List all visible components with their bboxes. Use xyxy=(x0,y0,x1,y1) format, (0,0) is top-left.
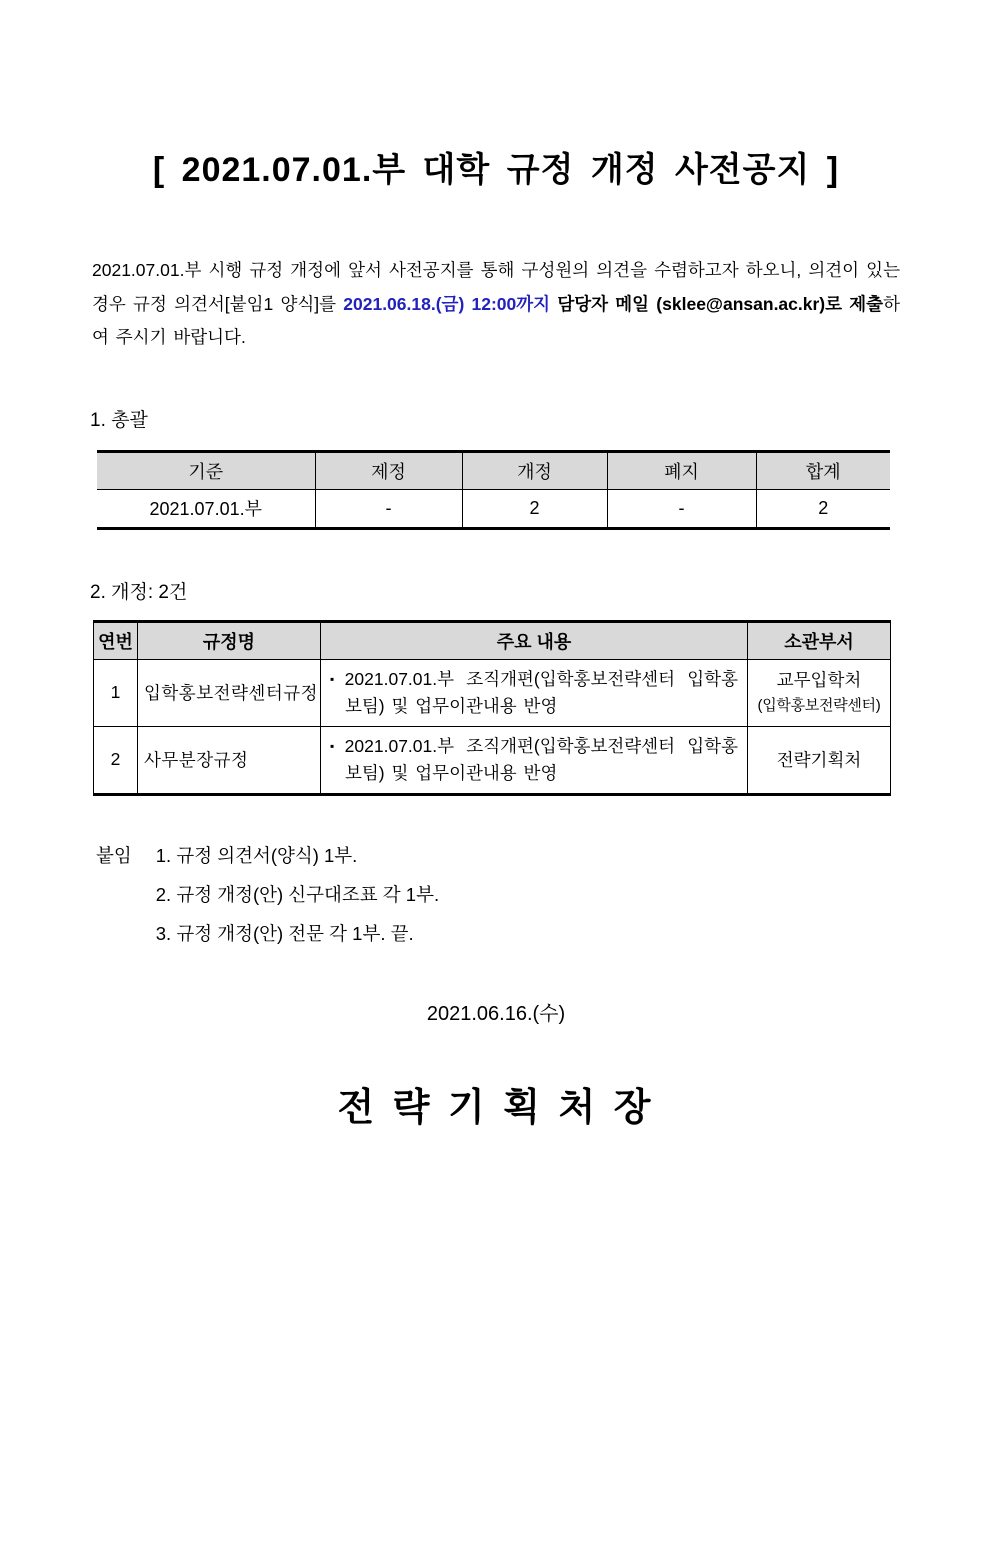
summary-header-abolished: 폐지 xyxy=(607,451,756,489)
summary-header-enacted: 제정 xyxy=(315,451,462,489)
summary-cell-enacted: - xyxy=(315,489,462,528)
amendments-header-dept: 소관부서 xyxy=(748,621,891,659)
deadline-text: 2021.06.18.(금) 12:00까지 xyxy=(343,293,551,314)
intro-paragraph xyxy=(92,254,900,355)
department-line1: 전략기획처 xyxy=(776,749,862,770)
attachment-item: 3. 규정 개정(안) 전문 각 1부. 끝. xyxy=(155,922,414,944)
amendment-content-text: 2021.07.01.부 조직개편(입학홍보전략센터 입학홍보팀) 및 업무이관내용 반영 xyxy=(344,668,738,716)
amendments-table-row xyxy=(94,659,891,726)
attachments-label: 붙임 xyxy=(96,844,132,866)
summary-table-row xyxy=(97,489,890,528)
amendment-no: 1 xyxy=(94,659,138,726)
summary-table-header-row xyxy=(97,451,890,489)
amendment-content xyxy=(321,659,748,726)
intro-text-start: 2021.07.01.부 시행 규정 개정에 앞서 사전공지를 통해 구성원의 의견을 수렴하고자 하오니, 의견이 있는 경우 규정 의견서[붙임1 양식]를 xyxy=(92,260,900,314)
attachment-item: 1. 규정 의견서(양식) 1부. xyxy=(155,844,358,866)
amendments-table-header-row xyxy=(94,621,891,659)
document-date: 2021.06.16.(수) xyxy=(426,1002,566,1025)
attachments-list xyxy=(156,836,439,953)
amendment-content xyxy=(321,726,748,794)
summary-cell-basis: 2021.07.01.부 xyxy=(97,489,315,528)
amendments-header-name: 규정명 xyxy=(138,621,321,659)
summary-header-total: 합계 xyxy=(756,451,890,489)
department-line1: 교무입학처 xyxy=(776,669,862,690)
signature-title: 전 략 기 획 처 장 xyxy=(337,1086,655,1129)
amendment-regulation-name: 입학홍보전략센터규정 xyxy=(138,659,321,726)
amendments-header-content: 주요 내용 xyxy=(321,621,748,659)
summary-table xyxy=(97,450,890,530)
attachments-block xyxy=(96,836,992,953)
document-title: [ 2021.07.01.부 대학 규정 개정 사전공지 ] xyxy=(152,151,840,189)
document-page xyxy=(0,142,992,1545)
square-bullet-icon: ▪ xyxy=(330,671,340,686)
attachment-item: 2. 규정 개정(안) 신구대조표 각 1부. xyxy=(155,883,440,905)
square-bullet-icon: ▪ xyxy=(330,738,340,753)
department-line2: (입학홍보전략센터) xyxy=(757,696,881,714)
section-1-heading: 1. 총괄 xyxy=(90,409,148,431)
section-2-heading: 2. 개정: 2건 xyxy=(90,581,188,603)
amendment-no: 2 xyxy=(94,726,138,794)
amendment-department xyxy=(748,726,891,794)
summary-header-basis: 기준 xyxy=(97,451,315,489)
amendment-department xyxy=(748,659,891,726)
amendment-regulation-name: 사무분장규정 xyxy=(138,726,321,794)
summary-cell-total: 2 xyxy=(818,497,829,518)
contact-email-text: 담당자 메일 (sklee@ansan.ac.kr)로 제출 xyxy=(550,293,884,314)
amendments-table-row xyxy=(94,726,891,794)
summary-cell-amended: 2 xyxy=(462,489,607,528)
amendment-content-text: 2021.07.01.부 조직개편(입학홍보전략센터 입학홍보팀) 및 업무이관내용 반영 xyxy=(344,735,738,783)
intro-text-end: 하여 주시기 바랍니다. xyxy=(92,293,900,347)
amendments-header-no: 연번 xyxy=(94,621,138,659)
summary-cell-abolished: - xyxy=(607,489,756,528)
amendments-table xyxy=(93,620,891,796)
summary-header-amended: 개정 xyxy=(462,451,607,489)
